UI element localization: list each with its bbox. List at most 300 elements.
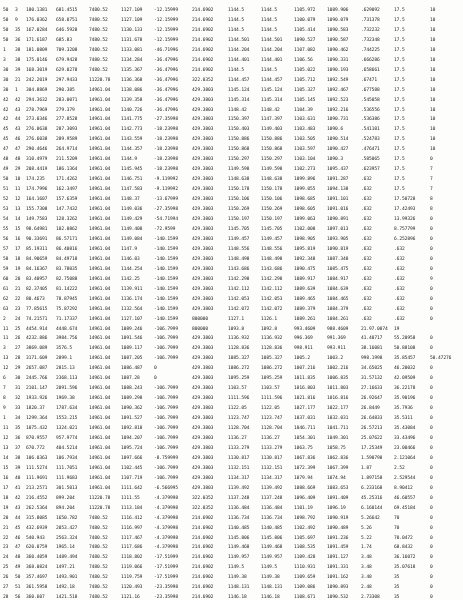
table-cell: 1145.124 [228, 87, 250, 93]
table-cell: 1132.151 [228, 465, 250, 471]
table-cell: 1149.457 [228, 236, 250, 242]
table-cell: -18.23998 [154, 137, 178, 143]
table-cell: 1089.465 [294, 296, 316, 302]
table-cell: 1103.631 [294, 117, 316, 123]
table-cell: 1092.549 [327, 77, 349, 83]
table-cell: 98.64981 [26, 226, 48, 232]
table-row [3, 145, 463, 155]
table-cell: 1091.016 [327, 207, 349, 213]
table-cell: 1111.596 [261, 396, 283, 402]
table-cell: 1109.086 [294, 585, 316, 591]
table-cell: 278.7969 [26, 107, 48, 113]
table-cell: 1650.782 [56, 515, 78, 521]
table-row [3, 553, 463, 563]
table-cell: -6.566995 [154, 485, 178, 491]
table-cell: 287.3093 [56, 127, 78, 133]
table-cell: -13.67999 [154, 197, 178, 203]
table-cell: 0 [430, 386, 433, 392]
table-cell: 4232.886 [26, 336, 48, 342]
table-row [3, 155, 463, 165]
table-cell: 1553.215 [56, 416, 78, 422]
table-cell: 17.5 [394, 8, 405, 13]
table-cell: -106.7999 [154, 475, 178, 481]
table-cell: 1090.919 [327, 515, 349, 521]
table-cell: 1140.485 [261, 525, 283, 531]
table-cell: 214.6902 [192, 585, 214, 591]
table-cell: 35 [394, 585, 400, 591]
table-cell: 14961.04 [89, 167, 111, 173]
table-cell: 290.4646 [26, 147, 48, 153]
table-cell: -106.7999 [154, 406, 178, 412]
table-cell: .632 [361, 207, 372, 213]
table-cell: 1090.731 [327, 117, 349, 123]
table-cell: 17.5 [394, 67, 405, 73]
table-cell: 14961.04 [89, 416, 111, 422]
table-cell: 14961.04 [89, 286, 111, 292]
table-cell: 70 [394, 525, 400, 531]
table-cell: 21.97.0074 [361, 326, 388, 332]
table-cell: 681.4515 [56, 8, 78, 13]
table-cell: 429.3803 [192, 246, 214, 252]
table-cell: 28 [15, 356, 21, 362]
table-cell: 1142.072 [228, 306, 250, 312]
table-cell: 12 [3, 366, 9, 372]
table-cell: 1105.972 [294, 8, 316, 13]
table-cell: 1149.036 [121, 207, 143, 213]
table-row [3, 394, 463, 404]
table-cell: 111.9683 [56, 475, 78, 481]
table-cell: 10 [430, 127, 436, 133]
table-cell: .632 [361, 296, 372, 302]
table-cell: 276.6038 [26, 137, 48, 143]
table-cell: 1144.204 [228, 47, 250, 53]
table-cell: 216.4552 [26, 495, 48, 501]
table-cell: 1130.817 [261, 455, 283, 461]
table-cell: -23.35998 [154, 585, 178, 591]
table-cell: 1144.254 [121, 266, 143, 272]
table-cell: 175.0146 [26, 57, 48, 63]
table-cell: -4.379998 [154, 495, 178, 501]
table-cell: 3.48 [361, 555, 372, 561]
table-cell: 7 [430, 167, 433, 173]
table-cell: 429.3803 [192, 376, 214, 382]
table-cell: .632 [361, 316, 372, 322]
table-cell: 294.3632 [26, 97, 48, 103]
table-cell: 3984.756 [56, 336, 78, 342]
table-cell: 10 [430, 147, 436, 153]
table-cell: 46.20032 [394, 366, 416, 372]
table-cell: 0 [154, 366, 157, 372]
table-cell: -9.119992 [154, 187, 178, 193]
table-cell: 41.40717 [361, 336, 383, 342]
table-cell: 35.85457 [394, 356, 416, 362]
table-cell: 14961.04 [89, 336, 111, 342]
table-cell: -106.7999 [154, 346, 178, 352]
table-cell: 1106.56 [294, 57, 313, 63]
table-cell: 7480.52 [89, 67, 108, 73]
table-cell: 1139.492 [261, 485, 283, 491]
table-cell: 1149.468 [228, 545, 250, 551]
table-cell: 44 [15, 515, 21, 521]
table-cell: 176.0362 [26, 17, 48, 23]
table-cell: 90.33691 [26, 236, 48, 242]
table-cell: 19 [15, 266, 21, 272]
table-cell: 1144.204 [261, 47, 283, 53]
table-cell: 283.0071 [56, 97, 78, 103]
table-cell: 957.9774 [56, 435, 78, 441]
table-cell: 1820.37 [26, 406, 45, 412]
table-cell: 56 [3, 236, 9, 242]
table-cell: 17.5 [394, 97, 405, 103]
table-cell: 429.3803 [192, 336, 214, 342]
table-cell: 1016.803 [294, 386, 316, 392]
table-cell: 1149.429 [121, 217, 143, 223]
table-row [3, 86, 463, 96]
table-cell: 214.6902 [192, 57, 214, 63]
table-cell: 1143.559 [121, 137, 143, 143]
table-cell: 25.07622 [361, 435, 383, 441]
table-cell: 6.160144 [361, 505, 383, 511]
table-cell: 1150.297 [261, 157, 283, 163]
table-cell: 0 [430, 535, 433, 541]
table-cell: 1128.704 [261, 426, 283, 432]
table-cell: 42 [15, 97, 21, 103]
table-cell: 2.52 [394, 465, 405, 471]
table-cell: 1122.05 [228, 406, 247, 412]
table-cell: 1103.57 [228, 386, 247, 392]
table-cell: 1090.514 [327, 137, 349, 143]
table-cell: 50 [3, 27, 9, 33]
table-cell: 1117.686 [121, 545, 143, 551]
table-cell: 1127.109 [121, 17, 143, 23]
table-cell: 1144.9 [121, 157, 137, 163]
table-cell: 1086.487 [121, 366, 143, 372]
table-cell: 1102.273 [294, 167, 316, 173]
table-cell: 7480.52 [89, 545, 108, 551]
table-cell: .731378 [361, 17, 380, 23]
table-row [3, 524, 463, 534]
table-cell: 7 [430, 187, 433, 193]
table-cell: 1150.106 [261, 197, 283, 203]
table-cell: 83.40957 [26, 276, 48, 282]
table-cell: 658.0751 [56, 17, 78, 23]
table-cell: 360.607 [26, 595, 45, 600]
table-cell: 1022.177 [327, 406, 349, 412]
table-cell: 429.3803 [192, 416, 214, 422]
table-cell: 16 [3, 475, 9, 481]
table-row [3, 96, 463, 106]
table-cell: 1139.492 [228, 485, 250, 491]
table-cell: .536556 [361, 107, 380, 113]
table-cell: 49 [15, 565, 21, 571]
table-cell: -140.1599 [154, 246, 178, 252]
table-cell: 0 [430, 226, 433, 232]
table-cell: 48 [15, 157, 21, 163]
table-cell: 429.3803 [192, 97, 214, 103]
table-cell: .632 [361, 276, 372, 282]
table-cell: 38 [15, 455, 21, 461]
table-cell: 1111.596 [228, 396, 250, 402]
table-cell: -18.23998 [154, 127, 178, 133]
table-cell: 17.5 [394, 57, 405, 63]
table-cell: 36 [15, 435, 21, 441]
table-cell: 10 [430, 97, 436, 103]
table-cell: 1128.836 [261, 346, 283, 352]
table-row [3, 434, 463, 444]
table-cell: 1091.101 [327, 197, 349, 203]
table-cell: 1148.42 [261, 107, 280, 113]
table-cell: 23 [3, 545, 9, 551]
table-cell: 429.3803 [192, 266, 214, 272]
table-cell: 0 [430, 336, 433, 342]
table-cell: 993.4609 [294, 326, 316, 332]
table-cell: 429.3803 [192, 256, 214, 262]
table-cell: 75.87292 [56, 306, 78, 312]
table-cell: 1137.248 [261, 495, 283, 501]
table-cell: -36.47996 [154, 97, 178, 103]
table-cell: 1148.37 [121, 197, 140, 203]
table-cell: -46.71996 [154, 47, 178, 53]
table-row [3, 265, 463, 275]
table-cell: 214.6902 [192, 525, 214, 531]
table-cell: 0 [430, 575, 433, 581]
table-cell: 429.3803 [192, 366, 214, 372]
table-cell: 31.57132 [361, 376, 383, 382]
table-cell: -36.47996 [154, 87, 178, 93]
table-cell: 2.48 [361, 585, 372, 591]
table-cell: 0 [430, 157, 433, 163]
table-cell: 14961.04 [89, 87, 111, 93]
table-cell: 1144.5 [261, 27, 277, 33]
table-cell: 77.85615 [26, 306, 48, 312]
table-cell: 1002.216 [327, 366, 349, 372]
table-cell: 277.8528 [56, 117, 78, 123]
table-cell: 360.4059 [26, 555, 48, 561]
table-cell: -106.7999 [154, 416, 178, 422]
table-cell: 36 [15, 37, 21, 43]
table-cell: 2563.324 [56, 535, 78, 541]
table-cell: .545058 [361, 97, 380, 103]
table-cell: 10 [430, 47, 436, 53]
table-cell: 26.64833 [361, 416, 383, 422]
table-cell: -4.379998 [154, 545, 178, 551]
table-cell: 35.7936 [394, 406, 413, 412]
table-cell: -140.1599 [154, 236, 178, 242]
table-cell: 1142.298 [228, 276, 250, 282]
table-cell: 1134.284 [121, 57, 143, 63]
table-cell: 1074.94 [327, 475, 346, 481]
table-cell: 1148.42 [228, 107, 247, 113]
table-cell: 1149.457 [261, 236, 283, 242]
table-cell: 14961.04 [89, 236, 111, 242]
table-cell: 304.8869 [26, 87, 48, 93]
table-cell: 1144.5 [228, 27, 244, 33]
table-cell: 1096.409 [294, 495, 316, 501]
table-cell: 0 [430, 286, 433, 292]
table-cell: 1136.27 [228, 435, 247, 441]
table-cell: 297.9433 [56, 77, 78, 83]
table-cell: 1149.468 [261, 545, 283, 551]
table-cell: 0 [430, 435, 433, 441]
table-cell: 1090.527 [294, 37, 316, 43]
table-cell: .632 [394, 266, 405, 272]
table-row [3, 414, 463, 424]
table-cell: .658661 [361, 67, 380, 73]
table-cell: 27 [3, 585, 9, 591]
table-cell: 1139.911 [121, 286, 143, 292]
table-cell: 1146.18 [228, 595, 247, 600]
table-cell: 1134.317 [261, 475, 283, 481]
table-cell: 0 [430, 455, 433, 461]
table-cell: 46 [15, 137, 21, 143]
table-cell: 33.43496 [394, 435, 416, 441]
table-cell: 28 [3, 595, 9, 600]
table-cell: 242.2019 [26, 77, 48, 83]
table-cell: -72.9599 [154, 226, 176, 232]
table-row [3, 46, 463, 56]
table-cell: 1090.532 [327, 595, 349, 600]
table-cell: 7480.52 [89, 525, 108, 531]
table-cell: 988.4609 [327, 326, 349, 332]
table-cell: 1091.127 [327, 555, 349, 561]
table-cell: 1126.1 [261, 316, 277, 322]
table-cell: 42 [3, 107, 9, 113]
table-cell: 1145.314 [228, 97, 250, 103]
table-cell: 14961.04 [89, 316, 111, 322]
table-cell: 54 [3, 217, 9, 223]
table-cell: 30 [15, 376, 21, 382]
table-cell: 0 [430, 316, 433, 322]
table-cell: 7480.52 [89, 8, 108, 13]
table-cell: 20 [15, 276, 21, 282]
table-cell: 1095.259 [261, 376, 283, 382]
table-cell: 48 [15, 555, 21, 561]
table-cell: 3171.609 [26, 356, 48, 362]
table-cell: 670.772 [26, 445, 45, 451]
table-cell: 1094.138 [327, 187, 349, 193]
table-cell: 429.3803 [192, 306, 214, 312]
table-cell: 22 [15, 296, 21, 302]
table-cell: -140.1599 [154, 276, 178, 282]
table-cell: 1089.639 [294, 286, 316, 292]
table-cell: 429.3803 [192, 167, 214, 173]
table-cell: 0 [430, 376, 433, 382]
table-cell: 429.3803 [192, 87, 214, 93]
table-cell: .666286 [361, 57, 380, 63]
table-cell: 86.40816 [56, 246, 78, 252]
table-cell: 1123.747 [228, 416, 250, 422]
table-cell: 27.16633 [361, 386, 383, 392]
table-cell: 991.369 [327, 336, 346, 342]
table-cell: 1095.259 [228, 376, 250, 382]
table-cell: 20 [3, 515, 9, 521]
table-cell: 27 [15, 346, 21, 352]
table-cell: 35 [394, 595, 400, 600]
table-cell: 1 [15, 87, 18, 93]
table-cell: 429.3803 [192, 286, 214, 292]
table-cell: 1142.298 [261, 276, 283, 282]
table-cell: 1 [3, 47, 6, 53]
table-cell: .632 [361, 236, 372, 242]
table-cell: 276.0638 [26, 127, 48, 133]
table-cell: 1098.605 [294, 207, 316, 213]
table-row [3, 454, 463, 464]
table-cell: 1116.997 [121, 525, 143, 531]
table-cell: 1144.5 [228, 67, 244, 73]
table-cell: 45 [3, 137, 9, 143]
table-cell: 7480.52 [89, 535, 108, 541]
table-cell: 14961.04 [89, 226, 111, 232]
table-cell: 1090.462 [327, 47, 349, 53]
table-cell: 14961.04 [89, 426, 111, 432]
table-cell: 1149.598 [228, 167, 250, 173]
table-cell: 0 [430, 406, 433, 412]
table-cell: 7480.52 [89, 555, 108, 561]
table-cell: 5.22 [361, 535, 372, 541]
table-cell: 1086.272 [261, 366, 283, 372]
table-cell: 71.17337 [56, 316, 78, 322]
table-cell: -17.51999 [154, 575, 178, 581]
table-cell: -17.51999 [154, 565, 178, 571]
table-cell: 14961.04 [89, 406, 111, 412]
table-cell: 1149.403 [261, 127, 283, 133]
table-cell: 1087.28 [121, 376, 140, 382]
table-cell: 17.5 [394, 167, 405, 173]
table-cell: 16 [15, 236, 21, 242]
table-cell: 1150.868 [261, 147, 283, 153]
table-cell: 429.3803 [192, 197, 214, 203]
table-cell: 1089.917 [294, 276, 316, 282]
table-cell: 1143.686 [261, 266, 283, 272]
table-cell: 214.6902 [192, 67, 214, 73]
table-cell: 0 [430, 246, 433, 252]
table-cell: 1108.535 [294, 545, 316, 551]
table-cell: 1099.896 [294, 177, 316, 183]
table-cell: 1037.031 [294, 416, 316, 422]
table-cell: 19 [394, 326, 400, 332]
table-cell: 1142.112 [261, 286, 283, 292]
table-cell: 1111.642 [121, 485, 143, 491]
table-cell: 46.60557 [394, 495, 416, 501]
table-row [3, 444, 463, 454]
table-cell: 1133.081 [121, 47, 143, 53]
table-cell: 1091.459 [327, 545, 349, 551]
table-cell: 6.252896 [394, 236, 416, 242]
table-cell: 50 [3, 177, 9, 183]
table-cell: 361.5958 [26, 585, 48, 591]
table-cell: .632 [361, 306, 372, 312]
table-cell: 14961.04 [89, 455, 111, 461]
table-cell: 1003.2 [327, 356, 343, 362]
table-cell: 26.57213 [361, 426, 383, 432]
table-cell: 0 [430, 505, 433, 511]
table-cell: 1148.131 [228, 585, 250, 591]
table-cell: 429.3803 [192, 276, 214, 282]
table-cell: 214.6902 [192, 595, 214, 600]
table-cell: 1075.432 [26, 426, 48, 432]
table-row [3, 384, 463, 394]
table-cell: 13 [3, 445, 9, 451]
table-cell: 1134.317 [228, 475, 250, 481]
table-cell: 111.5274 [26, 465, 48, 471]
table-cell: 1148.638 [228, 177, 250, 183]
table-cell: 1090.362 [121, 406, 143, 412]
table-cell: 996.369 [294, 336, 313, 342]
table-cell: 1105.327 [294, 87, 316, 93]
table-row [3, 76, 463, 86]
table-cell: 69.45184 [394, 505, 416, 511]
table-cell: .629092 [361, 8, 380, 13]
